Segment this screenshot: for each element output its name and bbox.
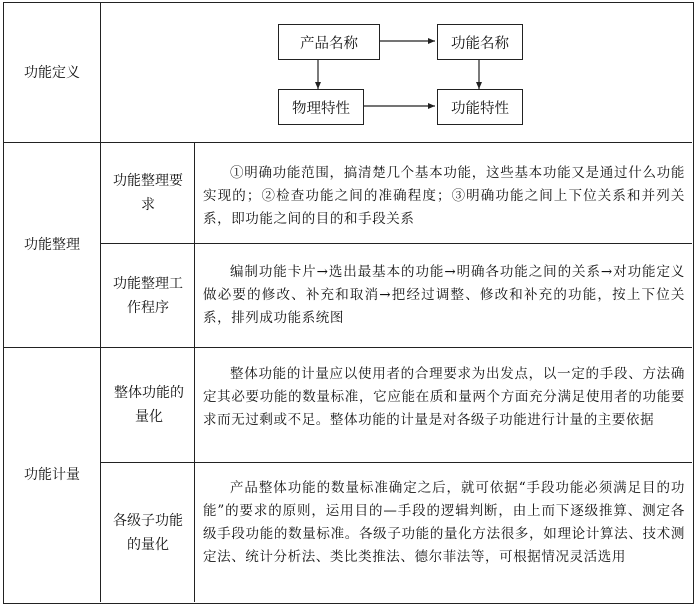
product-name-box xyxy=(278,24,380,60)
function-analysis-table xyxy=(3,2,694,604)
column-divider xyxy=(194,142,195,602)
function-name-box xyxy=(437,24,523,60)
arrangement-requirements-label: 功能整理要求 xyxy=(113,173,183,213)
function-characteristics-text: 功能特性 xyxy=(451,100,509,117)
function-characteristics-box xyxy=(437,89,523,125)
physical-characteristics-text: 物理特性 xyxy=(292,100,350,117)
diagram-arrows xyxy=(101,3,692,142)
arrangement-procedure-content: 编制功能卡片→选出最基本的功能→明确各功能之间的关系→对功能定义做必要的修改、补充和取消→把经过调整、修改和补充的功能，按上下位关系，排列成功能系统图 xyxy=(203,264,685,326)
row-divider xyxy=(4,347,692,348)
physical-characteristics-box xyxy=(278,89,364,125)
arrangement-requirements-content: ①明确功能范围，搞清楚几个基本功能，这些基本功能又是通过什么功能实现的；②检查功能之间的准确程度；③明确功能之间上下位关系和并列关系，即功能之间的目的和手段关系 xyxy=(203,165,685,227)
sub-function-quantification-label: 各级子功能的量化 xyxy=(113,512,183,553)
function-name-text: 功能名称 xyxy=(451,35,509,52)
row-divider xyxy=(100,462,692,463)
row-divider xyxy=(100,243,692,244)
function-definition-diagram xyxy=(101,3,692,142)
overall-quantification-label: 整体功能的量化 xyxy=(114,385,184,425)
overall-quantification-content: 整体功能的计量应以使用者的合理要求为出发点，以一定的手段、方法确定其必要功能的数量标准，它应能在质和量两个方面充分满足使用者的功能要求而无过剩或不足。整体功能的计量是对各级子功能进行计量的主要依据 xyxy=(203,366,685,428)
arrangement-procedure-label: 功能整理工作程序 xyxy=(113,275,183,316)
function-arrangement-label: 功能整理 xyxy=(24,237,80,253)
function-measurement-label: 功能计量 xyxy=(24,467,80,483)
sub-function-quantification-content: 产品整体功能的数量标准确定之后，就可依据“手段功能必须满足目的功能”的要求的原则，运用目的—手段的逻辑判断，由上而下逐级推算、测定各级手段功能的数量标准。各级子功能的量化方法很多，如理论计算法、技术测定法、统计分析法、类比类推法、德尔菲法等，可根据情况灵活选用 xyxy=(203,480,685,565)
function-definition-label: 功能定义 xyxy=(24,64,80,81)
product-name-text: 产品名称 xyxy=(300,35,358,52)
